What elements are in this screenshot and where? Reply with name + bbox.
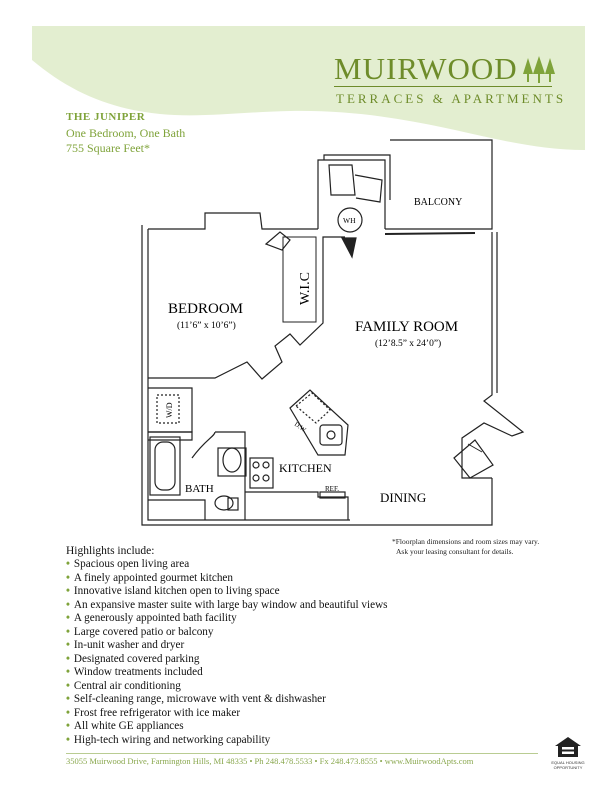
equal-housing-icon [553,735,583,759]
bath-label: BATH [185,483,214,495]
list-item: • High-tech wiring and networking capability [66,733,271,746]
dishwasher-label: D.W. [292,420,308,435]
list-item: • Designated covered parking [66,652,200,665]
brand-tagline: TERRACES & APARTMENTS [336,91,567,106]
dining-label: DINING [380,490,427,505]
list-item: • Innovative island kitchen open to living space [66,585,280,597]
disclaimer-line-1: *Floorplan dimensions and room sizes may vary. [392,537,540,546]
list-item: • Frost free refrigerator with ice maker [66,706,241,719]
family-room-dimensions: (12’8.5” x 24’0”) [375,339,442,349]
water-heater-label: WH [343,216,356,225]
equal-housing-badge-text: EQUAL HOUSING OPPORTUNITY [551,760,585,770]
highlights-title: Highlights include: [66,545,155,557]
family-room-label: FAMILY ROOM [355,319,459,335]
disclaimer-line-2: Ask your leasing consultant for details. [396,547,514,556]
walk-in-closet-label: W.I.C [298,272,313,305]
brand-name: MUIRWOOD [334,51,518,86]
bedroom-dimensions: (11’6” x 10’6”) [177,321,236,331]
washer-dryer-label: W/D [165,402,174,418]
bedroom-label: BEDROOM [168,301,244,317]
list-item: • An expansive master suite with large bay window and beautiful views [66,598,388,611]
list-item: • A finely appointed gourmet kitchen [66,571,233,584]
balcony-label: BALCONY [414,197,463,208]
disclaimer [392,537,592,557]
list-item: • A generously appointed bath facility [66,612,237,624]
list-item: • Spacious open living area [66,558,190,570]
plan-name: THE JUNIPER [66,111,146,123]
highlights-list [66,558,388,747]
list-item: • In-unit washer and dryer [66,639,185,651]
refrigerator-label: REF. [325,485,340,493]
plan-area: 755 Square Feet* [66,141,150,155]
list-item: • All white GE appliances [66,720,184,732]
plan-layout: One Bedroom, One Bath [66,126,186,140]
list-item: • Central air conditioning [66,679,181,692]
list-item: • Large covered patio or balcony [66,625,214,638]
kitchen-label: KITCHEN [279,461,332,475]
footer-contact: 35055 Muirwood Drive, Farmington Hills, MI 48335 • Ph 248.478.5533 • Fx 248.473.8555 • www.MuirwoodApts.com [66,756,474,766]
list-item: • Window treatments included [66,666,203,678]
footer-divider [66,753,538,754]
list-item: • Self-cleaning range, microwave with vent & dishwasher [66,693,326,705]
